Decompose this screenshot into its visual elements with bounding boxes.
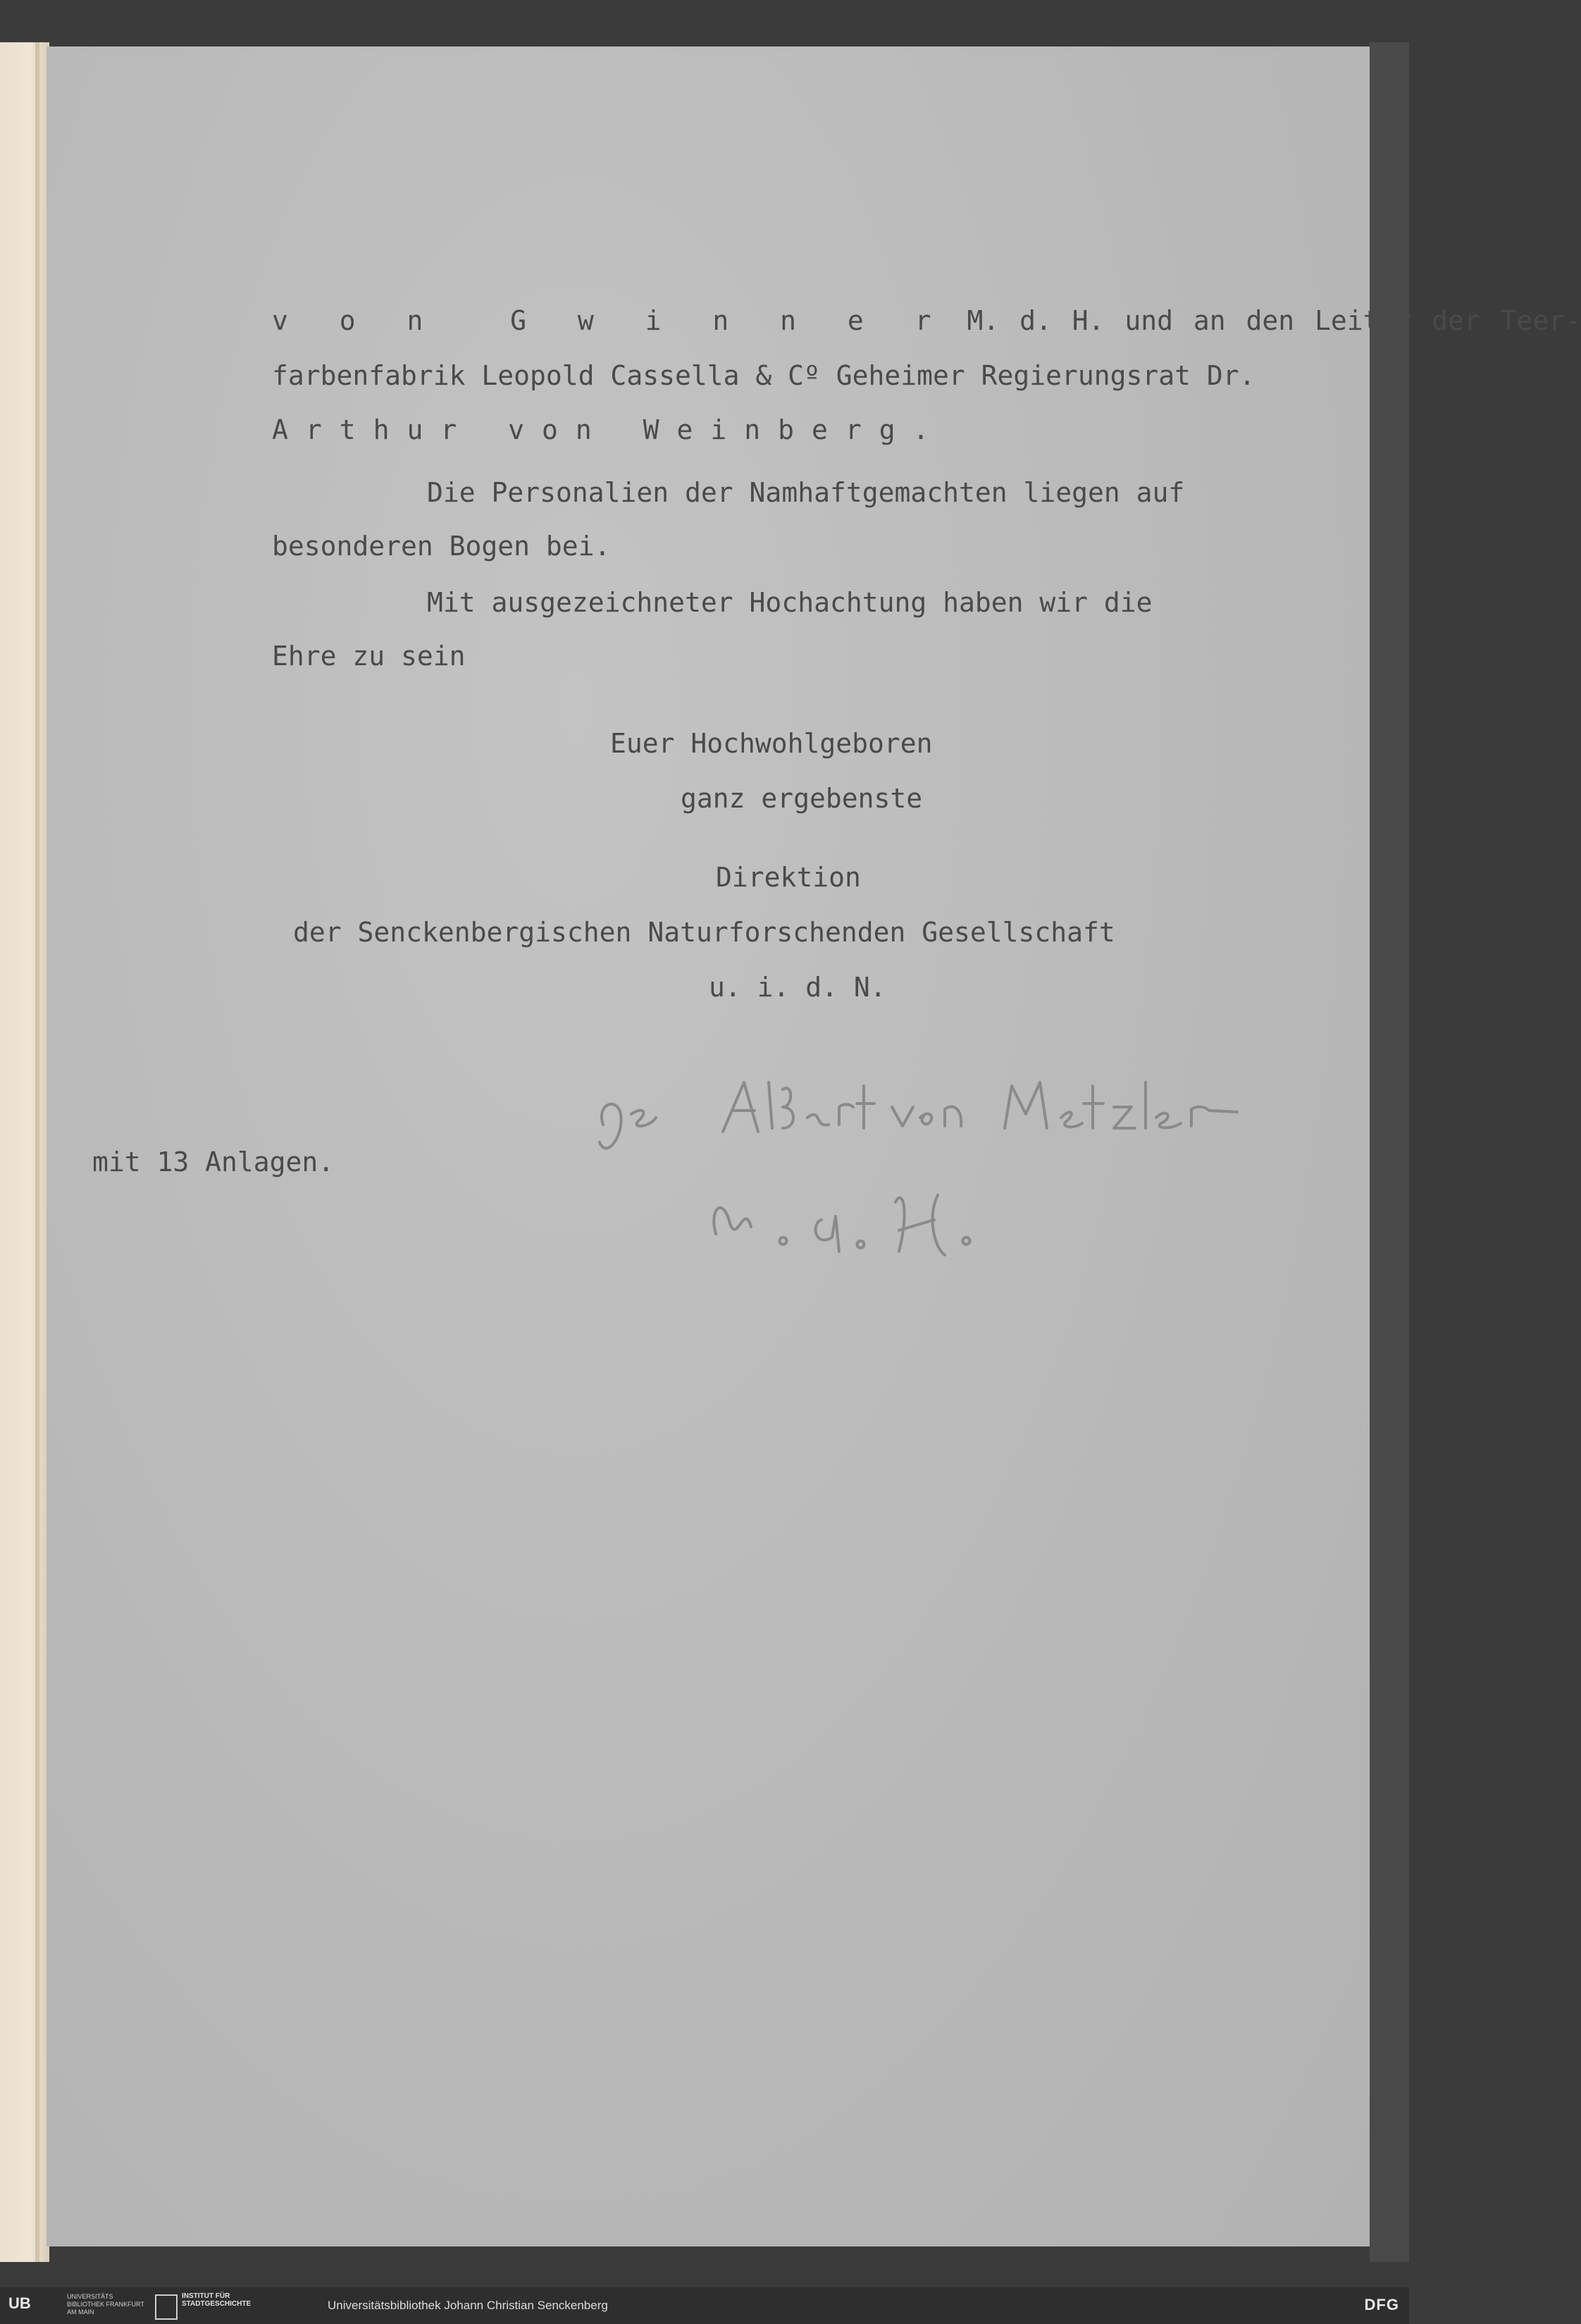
letter-line-1-rest: M. d. H. und an den Leiter der Teer-: [967, 305, 1581, 336]
library-name: Universitätsbibliothek Johann Christian Senckenberg: [328, 2299, 608, 2312]
letter-line-2: farbenfabrik Leopold Cassella & Cº Geheimer Regierungsrat Dr.: [272, 360, 1256, 391]
closing-uidn: u. i. d. N.: [709, 972, 886, 1003]
letter-line-7: Ehre zu sein: [272, 641, 466, 672]
letter-line-6: Mit ausgezeichneter Hochachtung haben wir die: [427, 587, 1153, 618]
closing-salutation: Euer Hochwohlgeboren: [610, 728, 933, 759]
letter-line-4: Die Personalien der Namhaftgemachten liegen auf: [427, 477, 1185, 508]
handwritten-signature: [582, 1075, 1286, 1301]
closing-direktion: Direktion: [716, 862, 861, 893]
institute-logo-icon: [155, 2294, 178, 2320]
footer-bar: [0, 2287, 1409, 2324]
institute-name: INSTITUT FÜR STADTGESCHICHTE: [182, 2292, 252, 2308]
letter-line-1: [272, 307, 1581, 334]
letter-line-3: Arthur von Weinberg.: [272, 414, 947, 445]
letter-line-1-name: v o n G w i n n e r: [272, 305, 947, 336]
dfg-logo: DFG: [1364, 2296, 1399, 2313]
letter-line-5: besonderen Bogen bei.: [272, 531, 611, 562]
document-page: [46, 47, 1581, 2246]
attachments-note: mit 13 Anlagen.: [92, 1146, 335, 1178]
ub-logo-text: UNIVERSITÄTS BIBLIOTHEK FRANKFURT AM MAIN: [67, 2293, 144, 2316]
scan-background-strip: [1370, 42, 1409, 2262]
adjacent-page-edge: [0, 42, 49, 2262]
ub-logo: UB: [8, 2294, 31, 2312]
closing-society: der Senckenbergischen Naturforschenden Gesellschaft: [293, 917, 1115, 948]
closing-ergebenste: ganz ergebenste: [681, 783, 923, 814]
page-edge-shadow: [35, 42, 39, 2262]
